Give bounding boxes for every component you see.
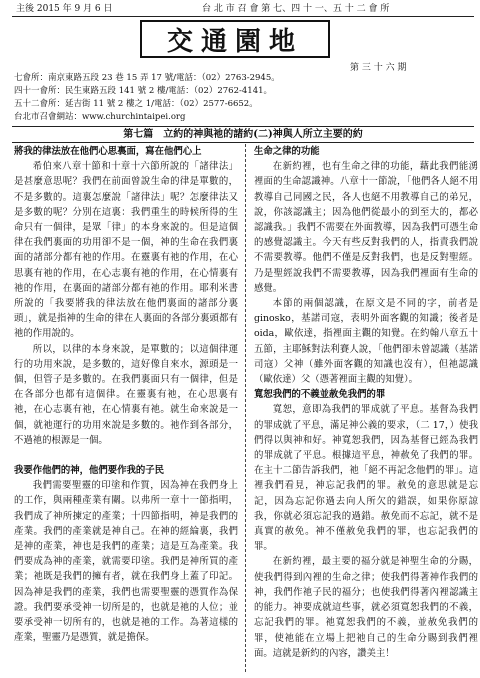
paragraph: 在新約裡，也有生命之律的功能，藉此我們能湧裡面的生命認識神。八章十一節說，「他們各人絕不用教導自己同國之民，各人也絕不用教導自己的弟兄，說，你該認識主；因為他們從最小的到至大的，都必認識我。」我們不需要在外面教導，因為我們可憑生命的感覺認識主。今天有些反對我們的人，指責我們說不需要教導。他們不僅是反對我們，也是反對聖經。乃是聖經說我們不需要教導，因為我們裡面有生命的感覺。 (254, 161, 478, 294)
paragraph: 在新約裡，最主要的福分就是神聖生命的分賜，使我們得到內裡的生命之律；使我們得著神作我們的神，我們作祂子民的福分；也使我們得著內裡認識主的能力。神要成就這些事，就必須寬恕我們的不義，忘記我們的罪。祂寬恕我們的不義，並赦免我們的罪，使祂能在立場上把祂自己的生命分賜到我們裡面。這就是新約的內容，讚美主！ (254, 556, 478, 659)
paragraph: 寬恕，意即為我們的罪成就了平息。基督為我們的罪成就了平息，滿足神公義的要求，（二 17，）使我們得以與神和好。神寬恕我們，因為基督已經為我們的罪成就了平息。根據這平息，神赦免了我們的罪。在主十二節告訴我們，祂「絕不再記念他們的罪」。這裡我們看見，神忘記我們的罪。赦免的意思就是忘記，因為忘記你過去向人所欠的錯誤，如果你原諒我，你就必須忘記我的過錯。赦免而不忘記，就不是真實的赦免。神不僅赦免我們的罪，也忘記我們的罪。 (254, 404, 478, 553)
church-name: 台 北 市 召 會 第 七、四 十 一、五 十 二 會 所 (202, 4, 390, 14)
address-line: 五十二會所：延吉街 11 號 2 樓之 1/電話：（02）2577-6652。 (14, 99, 258, 109)
paragraph: 我們需要聖靈的印塗和作質，因為神在我們身上的工作，與兩種產業有關。以弗所一章十一節指明，我們成了神所揀定的產業；十四節指明，神是我們的產業。我們的產業就是神自己。在神的經綸裏，我們是神的產業，神也是我們的產業；這是互為產業。我們要成為神的產業，就需要印塗。我們是神所買的產業；祂既是我們的擁有者，就在我們身上蓋了印記。因為神是我們的產業，我們也需要聖靈的憑質作為保證。我們要承受神一切所是的，也就是祂的人位；並要承受神一切所有的，也就是祂的工作。為著這樣的產業，聖靈乃是憑質，就是擔保。 (14, 480, 238, 644)
website-line: 台北市召會網站：www.churchintaipei.org (14, 112, 186, 122)
address-line: 七會所：南京東路五段 23 巷 15 弄 17 號/電話：（02）2763-2945。 (14, 73, 280, 83)
paragraph: 所以，以律的本身來說，是單數的；以這個律運行的功用來說，是多數的，這好像自來水，源頭是一個，但管子是多數的。在我們裏面只有一個律，但是在各部分也都有這個律。在靈裏有祂，在心思裏有祂，在心志裏有祂，在心情裏有祂。就生命來說是一個，就祂運行的功用來說是多數的。祂作到各部分，不過祂的根源是一個。 (14, 343, 238, 446)
right-column (254, 144, 478, 661)
spacer (14, 448, 238, 463)
subheading: 我要作他們的神，他們要作我的子民 (14, 465, 165, 477)
issue-number: 第 三 十 六 期 (350, 63, 407, 73)
subheading: 生命之律的功能 (254, 146, 320, 157)
header-strip (12, 2, 472, 16)
section-title: 第七篇 立約的神與祂的諸約(二)神與人所立主要的約 (123, 129, 363, 140)
header-rule (12, 16, 474, 17)
left-column (14, 144, 238, 646)
subheading: 將我的律法放在他們心思裏面，寫在他們心上 (14, 146, 202, 157)
section-rule (12, 142, 474, 143)
address-line: 四十一會所：民生東路五段 141 號 2 樓/電話：（02）2762-4141。 (14, 86, 273, 96)
issue-date: 主後 2015 年 9 月 6 日 (16, 4, 113, 14)
paragraph: 本節的兩個認識，在原文是不同的字，前者是ginosko，基諾司寇，表明外面客觀的知識；後者是oida，歐依達，指裡面主觀的知覺。在約翰八章五十五節，主耶穌對法利賽人說，「他們卻未曾認識（基諾司寇）父神（雖外面客觀的知識也沒有），但祂認識（歐依達）父（憑著裡面主觀的知覺）。 (254, 298, 478, 386)
subheading: 寬恕我們的不義並赦免我們的罪 (254, 389, 386, 401)
paragraph: 希伯來八章十節和十章十六節所說的「諸律法」是甚麼意思呢？我們在前面曾說生命的律是單數的，不是多數的。這裏怎麼說「諸律法」呢？怎麼律法又是多數的呢？分別在這裏：我們重生的時候所得的生命只有一個律，是眾「律」的本身來說的。但是這個律在我們裏面的功用卻不是一個，神的生命在我們裏面的諸部分都有祂的作用。在靈裏有祂的作用，在心思裏有祂的作用，在心志裏有祂的作用，在心情裏有祂的作用，在裏面的諸部分都有祂的作用。耶利米書所說的「我要將我的律法放在他們裏面的諸部分裏頭」，就是指神的生命的律在人裏面的各部分裏頭都有祂的作用說的。 (14, 161, 238, 340)
column-divider (245, 144, 246, 672)
masthead-title: 交通園地 (140, 20, 330, 58)
address-rule (12, 126, 474, 127)
